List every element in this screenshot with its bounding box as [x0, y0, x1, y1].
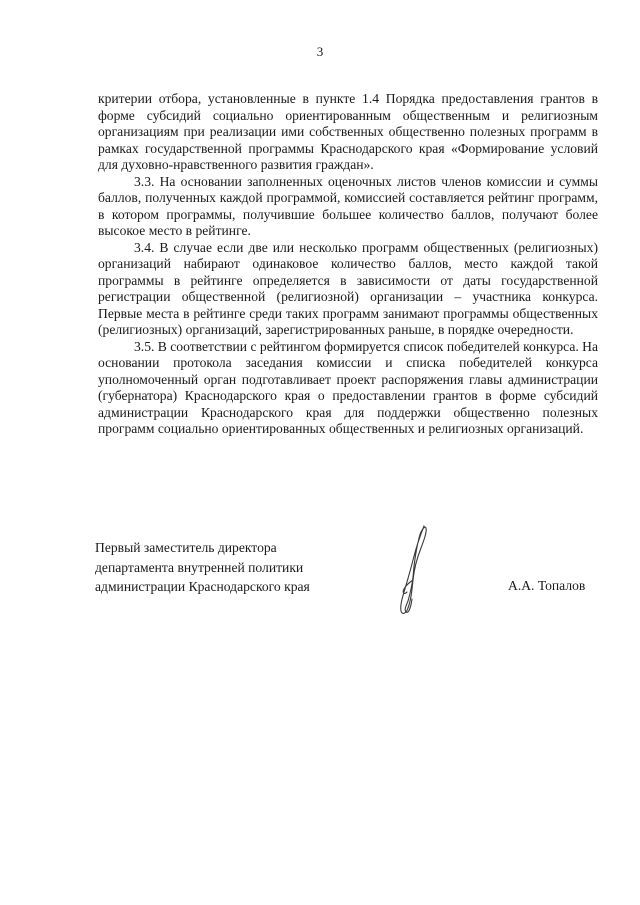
- signer-position: [95, 538, 310, 597]
- document-body: [98, 91, 598, 438]
- handwritten-signature: [380, 522, 450, 622]
- signer-position-line: администрации Краснодарского края: [95, 579, 310, 594]
- signer-position-line: департамента внутренней политики: [95, 559, 304, 575]
- paragraph-3-4: 3.4. В случае если две или несколько программ общественных (религиозных) организаций набирают одинаковое количество баллов, место каждой такой программы в рейтинге определяется в зависимости от даты государственной регистрации общественной (религиозной) организации – участника конкурса. Первые места в рейтинге среди таких программ занимают программы общественных (религиозных) организаций, зарегистрированных раньше, в порядке очередности.: [98, 239, 598, 337]
- paragraph-criteria: критерии отбора, установленные в пункте 1.4 Порядка предоставления грантов в форме субсидий социально ориентированным общественным и религиозным организациям при реализации ими собственных общественно полезных программ в рамках государственной программы Краснодарского края «Формирование условий для духовно-нравственного развития граждан».: [98, 91, 598, 172]
- signer-name: А.А. Топалов: [508, 578, 586, 593]
- page-number: 3: [316, 44, 324, 59]
- signer-position-line: Первый заместитель директора: [95, 540, 277, 555]
- paragraph-3-3: 3.3. На основании заполненных оценочных листов членов комиссии и суммы баллов, полученных каждой программой, комиссией составляется рейтинг программ, в котором программы, получившие большее количество баллов, получают более высокое место в рейтинге.: [98, 173, 598, 238]
- paragraph-3-5: 3.5. В соответствии с рейтингом формируется список победителей конкурса. На основании протокола заседания комиссии и списка победителей конкурса уполномоченный орган подготавливает проект распоряжения главы администрации (губернатора) Краснодарского края о предоставлении грантов в форме субсидий администрации Краснодарского края для поддержки общественно полезных программ социально ориентированных общественных и религиозных организаций.: [98, 338, 599, 436]
